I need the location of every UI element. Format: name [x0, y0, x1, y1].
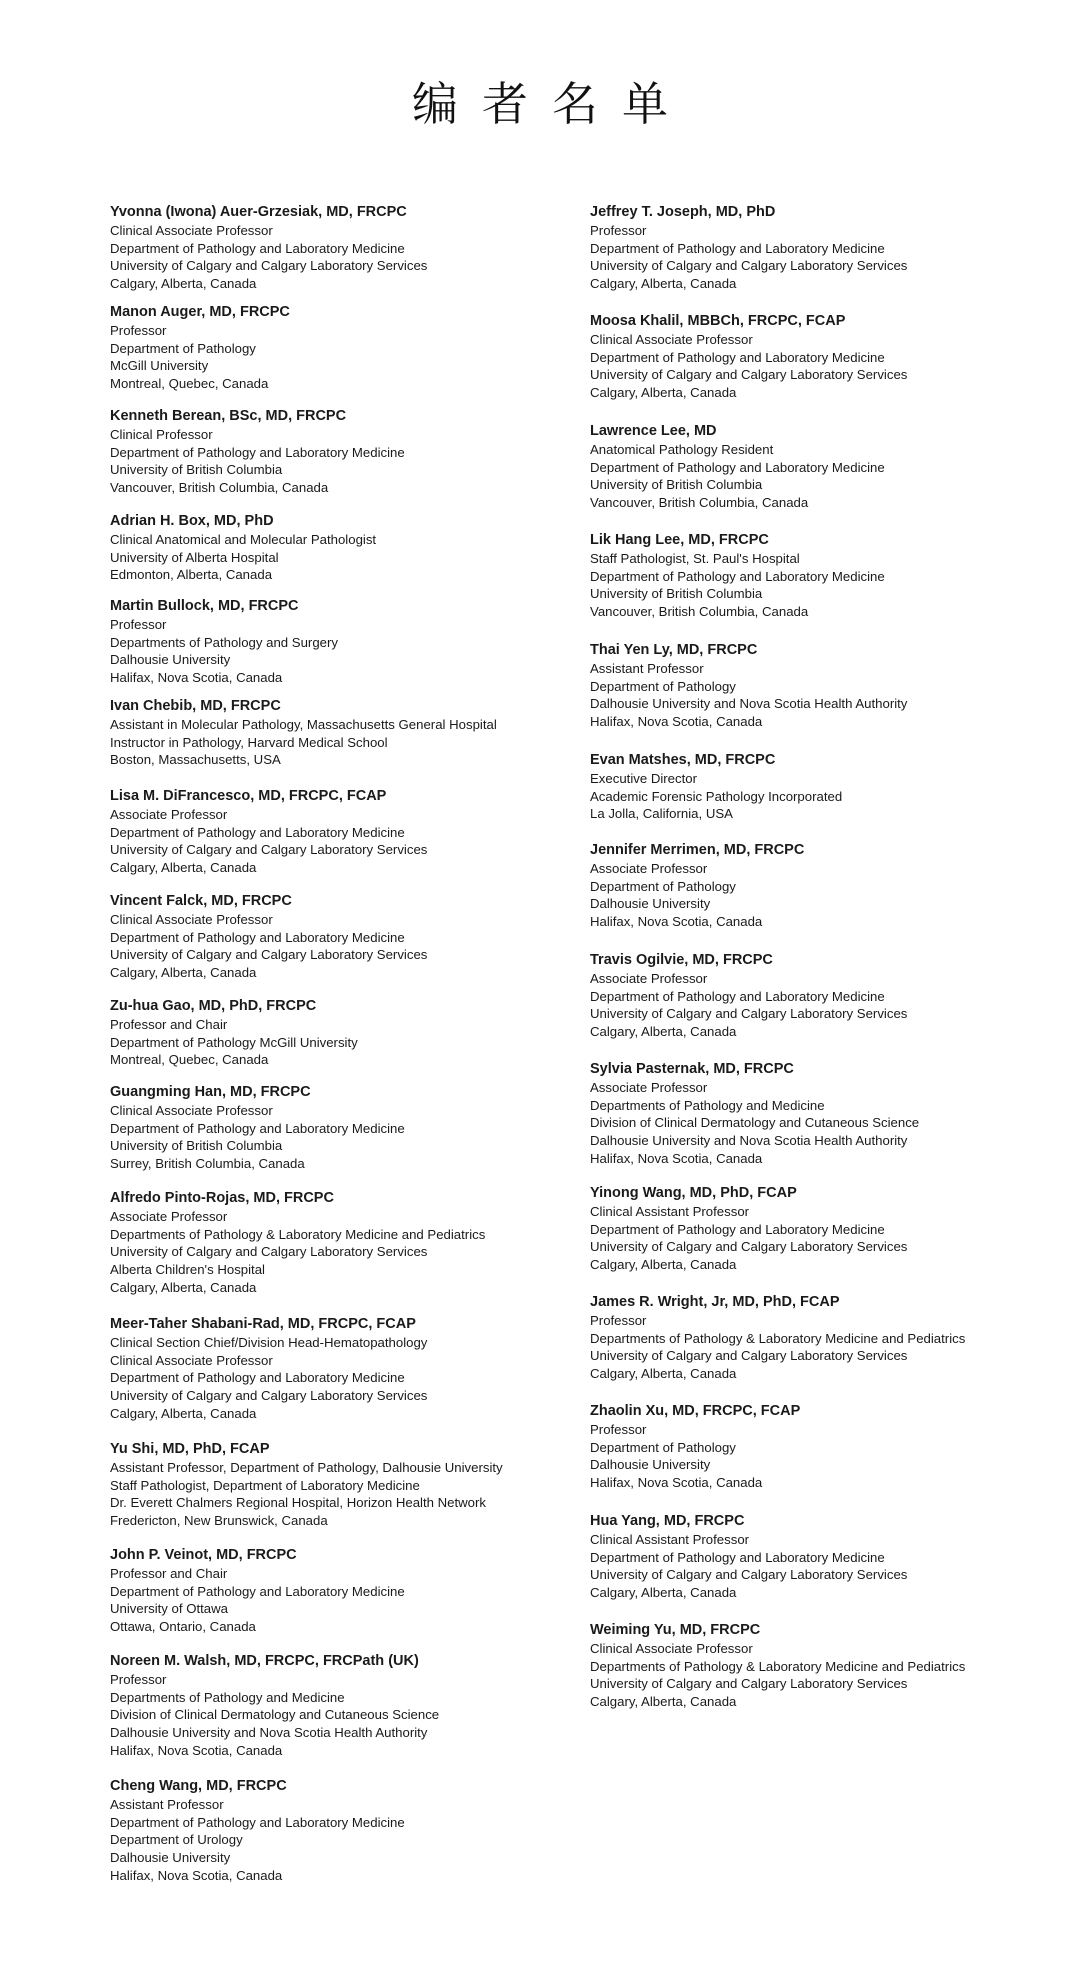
contributor-affiliation-line: University of British Columbia [590, 477, 763, 493]
contributor-affiliation-line: Calgary, Alberta, Canada [110, 1279, 257, 1295]
contributor-entry [110, 1316, 580, 1423]
contributor-entry [590, 1513, 1060, 1602]
contributor-affiliation-line: University of Alberta Hospital [110, 549, 279, 565]
contributor-affiliation-line: Department of Pathology [590, 1439, 736, 1455]
contributor-affiliation-line: Clinical Anatomical and Molecular Pathologist [110, 531, 377, 547]
contributor-affiliation-line: Professor [590, 1421, 647, 1437]
contributor-entry [110, 1441, 580, 1530]
contributor-affiliation-line: Department of Pathology and Laboratory Medicine [110, 929, 405, 945]
contributor-affiliation-line: Halifax, Nova Scotia, Canada [590, 1150, 763, 1166]
contributor-affiliation-line: University of Calgary and Calgary Laboratory Services [110, 1244, 428, 1260]
contributor-affiliation-line: Clinical Professor [110, 426, 213, 442]
contributor-affiliation-line: Montreal, Quebec, Canada [110, 376, 269, 392]
contributor-affiliation-line: University of Calgary and Calgary Laboratory Services [110, 842, 428, 858]
contributor-affiliation-line: Associate Professor [590, 970, 708, 986]
contributor-affiliation-line: Clinical Associate Professor [110, 911, 273, 927]
contributor-affiliation-line: Departments of Pathology and Surgery [110, 634, 338, 650]
contributor-affiliation-line: Department of Pathology and Laboratory Medicine [590, 568, 885, 584]
contributor-name: Alfredo Pinto-Rojas, MD, FRCPC [110, 1190, 334, 1206]
contributor-affiliation-line: University of Calgary and Calgary Laboratory Services [110, 258, 428, 274]
contributor-affiliation-line: Academic Forensic Pathology Incorporated [590, 788, 843, 804]
contributor-entry [590, 642, 1060, 731]
contributor-affiliation-line: Department of Pathology and Laboratory Medicine [590, 1549, 885, 1565]
contributor-name: Adrian H. Box, MD, PhD [110, 513, 274, 529]
contributor-entry [110, 1547, 580, 1636]
contributor-entry [590, 1061, 1060, 1168]
contributor-affiliation-line: Department of Pathology and Laboratory Medicine [110, 1370, 405, 1386]
contributor-affiliation-line: Associate Professor [110, 1208, 228, 1224]
contributor-name: Cheng Wang, MD, FRCPC [110, 1778, 287, 1794]
contributor-entry [110, 1778, 580, 1885]
contributor-affiliation-line: University of Calgary and Calgary Laboratory Services [110, 1388, 428, 1404]
contributor-affiliation-line: Calgary, Alberta, Canada [590, 276, 737, 292]
contributor-name: Lisa M. DiFrancesco, MD, FRCPC, FCAP [110, 788, 387, 804]
contributor-name: Manon Auger, MD, FRCPC [110, 304, 290, 320]
contributor-entry [590, 842, 1060, 931]
contributor-affiliation-line: Fredericton, New Brunswick, Canada [110, 1513, 328, 1529]
contributor-affiliation-line: Dalhousie University and Nova Scotia Health Authority [110, 1725, 428, 1741]
contributor-affiliation-line: Dalhousie University [110, 1850, 231, 1866]
contributor-affiliation-line: Professor [110, 616, 167, 632]
contributor-entry [590, 1622, 1060, 1711]
contributor-affiliation-line: Associate Professor [590, 1079, 708, 1095]
contributor-affiliation-line: Clinical Section Chief/Division Head-Hematopathology [110, 1334, 428, 1350]
contributor-affiliation-line: Departments of Pathology and Medicine [110, 1689, 345, 1705]
contributor-affiliation-line: McGill University [110, 358, 209, 374]
contributor-affiliation-line: Department of Pathology and Laboratory Medicine [590, 988, 885, 1004]
contributor-affiliation-line: University of British Columbia [110, 462, 283, 478]
contributor-affiliation-line: University of Calgary and Calgary Laboratory Services [590, 1006, 908, 1022]
contributor-affiliation-line: Department of Pathology and Laboratory Medicine [590, 1221, 885, 1237]
contributor-affiliation-line: Calgary, Alberta, Canada [110, 860, 257, 876]
contributor-affiliation-line: Professor [110, 1671, 167, 1687]
contributor-affiliation-line: Calgary, Alberta, Canada [590, 1585, 737, 1601]
contributor-affiliation-line: Boston, Massachusetts, USA [110, 752, 281, 768]
contributor-entry [110, 598, 580, 687]
contributor-affiliation-line: Halifax, Nova Scotia, Canada [110, 1867, 283, 1883]
contributor-name: Yinong Wang, MD, PhD, FCAP [590, 1185, 797, 1201]
contributor-affiliation-line: Dalhousie University and Nova Scotia Health Authority [590, 696, 908, 712]
contributor-affiliation-line: University of Calgary and Calgary Laboratory Services [590, 1676, 908, 1692]
contributor-affiliation-line: Departments of Pathology & Laboratory Medicine and Pediatrics [110, 1226, 486, 1242]
contributor-affiliation-line: Division of Clinical Dermatology and Cutaneous Science [590, 1115, 920, 1131]
contributor-affiliation-line: Clinical Associate Professor [110, 222, 273, 238]
contributor-affiliation-line: Staff Pathologist, St. Paul's Hospital [590, 550, 800, 566]
contributor-affiliation-line: Professor and Chair [110, 1565, 228, 1581]
contributor-affiliation-line: Assistant Professor [590, 660, 704, 676]
contributor-affiliation-line: Calgary, Alberta, Canada [590, 1694, 737, 1710]
contributor-name: Lawrence Lee, MD [590, 423, 717, 439]
contributor-affiliation-line: University of Ottawa [110, 1601, 228, 1617]
contributor-affiliation-line: University of Calgary and Calgary Laboratory Services [110, 947, 428, 963]
contributor-affiliation-line: Calgary, Alberta, Canada [590, 1366, 737, 1382]
contributor-affiliation-line: Departments of Pathology & Laboratory Medicine and Pediatrics [590, 1658, 966, 1674]
contributor-affiliation-line: Calgary, Alberta, Canada [590, 1257, 737, 1273]
contributor-name: Jeffrey T. Joseph, MD, PhD [590, 204, 776, 220]
contributor-affiliation-line: Department of Pathology [590, 678, 736, 694]
contributor-affiliation-line: Associate Professor [590, 860, 708, 876]
contributor-name: Kenneth Berean, BSc, MD, FRCPC [110, 408, 347, 424]
contributor-affiliation-line: Department of Pathology and Laboratory Medicine [110, 1583, 405, 1599]
contributor-name: Jennifer Merrimen, MD, FRCPC [590, 842, 805, 858]
contributor-affiliation-line: Dalhousie University [590, 896, 711, 912]
contributor-affiliation-line: University of British Columbia [590, 586, 763, 602]
contributor-entry [110, 788, 580, 877]
contributor-affiliation-line: University of Calgary and Calgary Laboratory Services [590, 367, 908, 383]
contributor-name: Moosa Khalil, MBBCh, FRCPC, FCAP [590, 313, 846, 329]
contributor-affiliation-line: Halifax, Nova Scotia, Canada [590, 1475, 763, 1491]
page-title: 编者名单 [412, 77, 692, 131]
contributor-affiliation-line: Halifax, Nova Scotia, Canada [590, 714, 763, 730]
contributor-name: Hua Yang, MD, FRCPC [590, 1513, 745, 1529]
contributor-entry [110, 204, 580, 293]
contributor-affiliation-line: University of Calgary and Calgary Laboratory Services [590, 1239, 908, 1255]
contributor-entry [590, 952, 1060, 1041]
contributor-name: James R. Wright, Jr, MD, PhD, FCAP [590, 1294, 840, 1310]
contributor-entry [590, 204, 1060, 293]
contributor-entry [110, 893, 580, 982]
contributor-affiliation-line: Assistant Professor [110, 1796, 224, 1812]
contributor-entry [590, 1294, 1060, 1383]
contributor-name: Ivan Chebib, MD, FRCPC [110, 698, 281, 714]
contributor-affiliation-line: Calgary, Alberta, Canada [590, 1024, 737, 1040]
contributor-affiliation-line: Calgary, Alberta, Canada [110, 965, 257, 981]
contributor-affiliation-line: Vancouver, British Columbia, Canada [590, 604, 809, 620]
contributor-affiliation-line: Halifax, Nova Scotia, Canada [110, 670, 283, 686]
contributor-entry [590, 532, 1060, 621]
contributor-entry [590, 313, 1060, 402]
contributor-name: Vincent Falck, MD, FRCPC [110, 893, 292, 909]
contributor-entry [110, 698, 580, 769]
contributor-name: Meer-Taher Shabani-Rad, MD, FRCPC, FCAP [110, 1316, 416, 1332]
contributor-affiliation-line: Department of Pathology and Laboratory Medicine [590, 459, 885, 475]
contributor-affiliation-line: University of Calgary and Calgary Laboratory Services [590, 1348, 908, 1364]
contributor-name: Sylvia Pasternak, MD, FRCPC [590, 1061, 794, 1077]
contributor-affiliation-line: Department of Urology [110, 1832, 243, 1848]
contributor-name: Zu-hua Gao, MD, PhD, FRCPC [110, 998, 317, 1014]
contributor-affiliation-line: Clinical Associate Professor [590, 1640, 753, 1656]
contributor-affiliation-line: University of British Columbia [110, 1138, 283, 1154]
contributor-affiliation-line: Calgary, Alberta, Canada [110, 276, 257, 292]
contributor-affiliation-line: Calgary, Alberta, Canada [590, 385, 737, 401]
contributor-affiliation-line: Clinical Associate Professor [110, 1352, 273, 1368]
contributor-name: Evan Matshes, MD, FRCPC [590, 752, 776, 768]
contributor-affiliation-line: Clinical Associate Professor [590, 331, 753, 347]
contributor-name: Martin Bullock, MD, FRCPC [110, 598, 299, 614]
contributor-affiliation-line: Executive Director [590, 770, 698, 786]
contributor-entry [110, 1190, 580, 1297]
contributor-affiliation-line: Vancouver, British Columbia, Canada [590, 495, 809, 511]
contributor-affiliation-line: Anatomical Pathology Resident [590, 441, 774, 457]
contributor-affiliation-line: Professor [110, 322, 167, 338]
contributor-name: Weiming Yu, MD, FRCPC [590, 1622, 761, 1638]
contributor-name: Zhaolin Xu, MD, FRCPC, FCAP [590, 1403, 801, 1419]
contributor-affiliation-line: Department of Pathology and Laboratory Medicine [110, 1120, 405, 1136]
contributor-affiliation-line: Professor [590, 1312, 647, 1328]
contributor-entry [110, 513, 580, 584]
contributor-entry [110, 1653, 580, 1760]
contributor-entry [590, 1185, 1060, 1274]
contributor-affiliation-line: Dalhousie University and Nova Scotia Health Authority [590, 1133, 908, 1149]
contributor-affiliation-line: Ottawa, Ontario, Canada [110, 1619, 256, 1635]
contributor-affiliation-line: Dalhousie University [590, 1457, 711, 1473]
contributor-affiliation-line: Dr. Everett Chalmers Regional Hospital, Horizon Health Network [110, 1495, 486, 1511]
contributor-entry [110, 408, 580, 497]
contributor-affiliation-line: Department of Pathology and Laboratory Medicine [110, 240, 405, 256]
contributor-affiliation-line: Department of Pathology and Laboratory Medicine [590, 240, 885, 256]
contributor-affiliation-line: Department of Pathology and Laboratory Medicine [590, 349, 885, 365]
contributor-name: Yu Shi, MD, PhD, FCAP [110, 1441, 270, 1457]
contributor-name: Lik Hang Lee, MD, FRCPC [590, 532, 769, 548]
contributor-affiliation-line: Dalhousie University [110, 652, 231, 668]
contributor-affiliation-line: Calgary, Alberta, Canada [110, 1405, 257, 1421]
contributor-affiliation-line: Montreal, Quebec, Canada [110, 1052, 269, 1068]
contributor-affiliation-line: Edmonton, Alberta, Canada [110, 567, 273, 583]
contributor-affiliation-line: Alberta Children's Hospital [110, 1262, 265, 1278]
contributor-entry [110, 304, 580, 393]
contributor-affiliation-line: Halifax, Nova Scotia, Canada [110, 1742, 283, 1758]
contributor-affiliation-line: Surrey, British Columbia, Canada [110, 1156, 305, 1172]
contributor-affiliation-line: Division of Clinical Dermatology and Cutaneous Science [110, 1707, 440, 1723]
contributor-affiliation-line: Department of Pathology and Laboratory Medicine [110, 824, 405, 840]
contributor-name: John P. Veinot, MD, FRCPC [110, 1547, 297, 1563]
contributor-affiliation-line: University of Calgary and Calgary Laboratory Services [590, 1567, 908, 1583]
contributor-affiliation-line: Staff Pathologist, Department of Laboratory Medicine [110, 1477, 420, 1493]
contributor-entry [590, 752, 1060, 823]
contributor-affiliation-line: La Jolla, California, USA [590, 806, 733, 822]
contributor-name: Yvonna (Iwona) Auer-Grzesiak, MD, FRCPC [110, 204, 407, 220]
contributor-entry [590, 423, 1060, 512]
contributor-affiliation-line: Department of Pathology and Laboratory Medicine [110, 444, 405, 460]
contributor-affiliation-line: Assistant in Molecular Pathology, Massachusetts General Hospital [110, 716, 497, 732]
contributor-affiliation-line: Clinical Associate Professor [110, 1102, 273, 1118]
contributor-affiliation-line: Professor [590, 222, 647, 238]
contributor-affiliation-line: Departments of Pathology & Laboratory Medicine and Pediatrics [590, 1330, 966, 1346]
contributor-affiliation-line: Department of Pathology and Laboratory Medicine [110, 1814, 405, 1830]
contributor-affiliation-line: Halifax, Nova Scotia, Canada [590, 914, 763, 930]
contributor-name: Thai Yen Ly, MD, FRCPC [590, 642, 758, 658]
contributor-affiliation-line: Department of Pathology [590, 878, 736, 894]
contributor-affiliation-line: Clinical Assistant Professor [590, 1203, 750, 1219]
contributor-affiliation-line: Clinical Assistant Professor [590, 1531, 750, 1547]
contributor-affiliation-line: Instructor in Pathology, Harvard Medical School [110, 734, 388, 750]
contributor-affiliation-line: Department of Pathology [110, 340, 256, 356]
contributor-affiliation-line: Departments of Pathology and Medicine [590, 1097, 825, 1113]
contributor-name: Guangming Han, MD, FRCPC [110, 1084, 311, 1100]
contributor-affiliation-line: Department of Pathology McGill University [110, 1034, 358, 1050]
contributor-affiliation-line: Professor and Chair [110, 1016, 228, 1032]
contributor-entry [110, 998, 580, 1069]
contributor-affiliation-line: Vancouver, British Columbia, Canada [110, 480, 329, 496]
contributor-name: Travis Ogilvie, MD, FRCPC [590, 952, 773, 968]
contributor-name: Noreen M. Walsh, MD, FRCPC, FRCPath (UK) [110, 1653, 419, 1669]
contributor-affiliation-line: University of Calgary and Calgary Laboratory Services [590, 258, 908, 274]
contributor-affiliation-line: Assistant Professor, Department of Pathology, Dalhousie University [110, 1459, 503, 1475]
contributor-entry [110, 1084, 580, 1173]
contributor-entry [590, 1403, 1060, 1492]
contributor-affiliation-line: Associate Professor [110, 806, 228, 822]
